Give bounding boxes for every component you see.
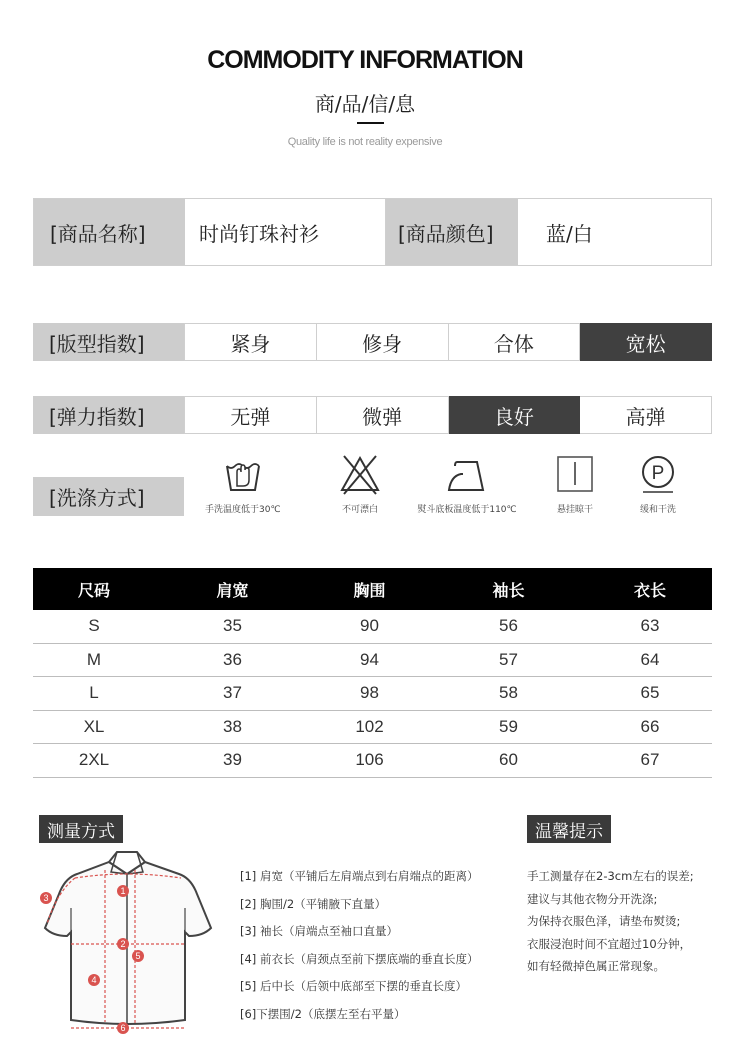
elasticity-option: 无弹 [184, 396, 317, 434]
tips-list [527, 868, 694, 981]
table-row [33, 677, 712, 711]
product-name-value: 时尚钉珠衬衫 [185, 199, 386, 265]
tip-item: 衣服浸泡时间不宜超过10分钟， [527, 936, 692, 951]
fit-option: 紧身 [184, 323, 317, 361]
size-table [33, 568, 712, 778]
measurement-item: [2] 胸围/2（平铺腋下直量） [240, 896, 387, 911]
wash-method-label: [洗涤方式] [33, 477, 184, 516]
elasticity-index-row [33, 396, 712, 434]
table-row [33, 744, 712, 778]
elasticity-option-selected: 良好 [449, 396, 581, 434]
table-cell: 94 [360, 649, 379, 669]
fit-option-selected: 宽松 [580, 323, 712, 361]
table-row [33, 644, 712, 678]
product-color-value: 蓝/白 [518, 199, 711, 265]
table-row [33, 610, 712, 644]
table-cell: 64 [640, 649, 660, 669]
wash-caption: 手洗温度低于30℃ [205, 505, 281, 515]
hand-wash-icon [221, 452, 265, 496]
product-color-label: [商品颜色] [386, 199, 518, 265]
elasticity-option: 微弹 [317, 396, 449, 434]
table-cell: 90 [360, 616, 379, 636]
table-cell: 60 [499, 750, 518, 770]
page-title-en: COMMODITY INFORMATION [207, 46, 523, 74]
marker-6-label: 6 [120, 1023, 126, 1033]
table-cell: 36 [223, 649, 242, 669]
table-cell: 63 [640, 616, 660, 636]
measurement-title: 测量方式 [39, 815, 123, 843]
table-cell: 98 [360, 683, 379, 703]
measurement-item: [1] 肩宽（平铺后左肩端点到右肩端点的距离） [240, 869, 479, 883]
column-header: 胸围 [353, 580, 386, 600]
wash-item-bleach [338, 452, 382, 515]
tagline: Quality life is not reality expensive [287, 136, 443, 148]
table-cell: 37 [223, 683, 242, 703]
measurement-list [240, 868, 478, 1033]
tip-item: 建议与其他衣物分开洗涤; [527, 891, 658, 906]
table-cell: 65 [640, 683, 660, 703]
table-cell: 66 [640, 716, 660, 736]
column-header: 衣长 [633, 580, 666, 600]
measurement-item: [5] 后中长（后领中底部至下摆的垂直长度） [240, 979, 467, 993]
fit-index-row [33, 323, 712, 361]
table-row [33, 711, 712, 745]
table-cell: L [89, 683, 99, 703]
size-table-header [33, 568, 712, 610]
column-header: 尺码 [77, 580, 110, 600]
marker-5-label: 5 [135, 951, 141, 961]
column-header: 肩宽 [216, 580, 249, 600]
title-divider [357, 122, 384, 124]
wash-item-iron [408, 452, 526, 515]
svg-text:P: P [651, 463, 665, 484]
marker-1-label: 1 [120, 886, 126, 896]
wash-caption: 悬挂晾干 [556, 505, 593, 515]
do-not-bleach-icon [338, 452, 382, 496]
tip-item: 为保持衣服色泽，请垫布熨烫; [527, 914, 681, 928]
dry-clean-p-icon [636, 452, 680, 496]
tips-title: 温馨提示 [527, 815, 611, 843]
elasticity-option: 高弹 [580, 396, 712, 434]
measurement-item: [3] 袖长（肩端点至袖口直量） [240, 924, 398, 938]
table-cell: S [88, 616, 100, 636]
table-cell: XL [83, 716, 105, 736]
wash-item-hand [205, 452, 281, 515]
wash-item-hang [553, 452, 597, 515]
table-cell: M [86, 649, 102, 669]
fit-option: 合体 [449, 323, 581, 361]
table-cell: 2XL [78, 750, 110, 770]
product-info-row [33, 198, 712, 266]
column-header: 袖长 [492, 580, 525, 600]
elasticity-index-label: [弹力指数] [33, 396, 184, 434]
wash-item-dryclean [636, 452, 680, 515]
table-cell: 102 [355, 716, 384, 736]
page-title-cn: 商/品/信/息 [314, 92, 416, 116]
tip-item: 手工测量存在2-3cm左右的误差; [527, 869, 694, 883]
marker-3-label: 3 [43, 893, 49, 903]
table-cell: 58 [499, 683, 518, 703]
table-cell: 57 [499, 649, 518, 669]
measurement-item: [6]下摆围/2（底摆左至右平量） [240, 1006, 406, 1021]
fit-index-label: [版型指数] [33, 323, 184, 361]
wash-caption: 缓和干洗 [639, 505, 676, 515]
fit-option: 修身 [317, 323, 449, 361]
table-cell: 67 [640, 750, 660, 770]
table-cell: 35 [223, 616, 242, 636]
wash-caption: 熨斗底板温度低于110℃ [417, 505, 517, 515]
iron-icon [443, 452, 491, 496]
tip-item: 如有轻微掉色属正常现象。 [527, 959, 665, 973]
hang-dry-icon [553, 452, 597, 496]
measurement-item: [4] 前衣长（肩颈点至前下摆底端的垂直长度） [240, 951, 479, 966]
table-cell: 56 [499, 616, 518, 636]
table-cell: 106 [355, 750, 384, 770]
table-cell: 39 [223, 750, 242, 770]
table-cell: 59 [499, 716, 518, 736]
table-cell: 38 [223, 716, 242, 736]
marker-2-label: 2 [120, 939, 126, 949]
product-name-label: [商品名称] [34, 199, 185, 265]
marker-4-label: 4 [91, 975, 97, 985]
wash-caption: 不可漂白 [341, 505, 378, 515]
shirt-measurement-diagram [31, 848, 227, 1034]
